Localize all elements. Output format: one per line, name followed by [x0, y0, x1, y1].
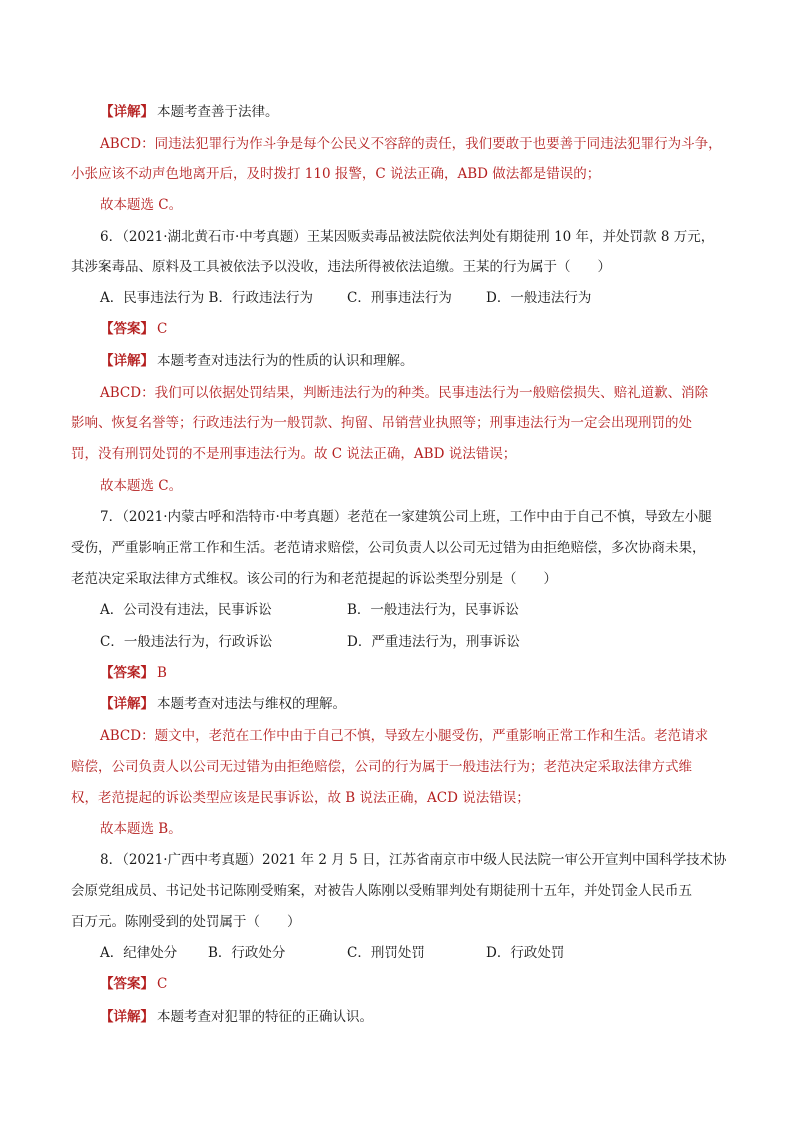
option-ab: A．民事违法行为 B．行政违法行为: [100, 290, 313, 306]
option-b: B．一般违法行为，民事诉讼: [347, 602, 519, 618]
answer-line: [0, 662, 794, 684]
option-d: D．严重违法行为，刑事诉讼: [347, 634, 520, 650]
analysis-text: 罚，没有刑罚处罚的不是刑事违法行为。故 C 说法正确，ABD 说法错误；: [71, 446, 517, 462]
detail-text: 本题考查善于法律。: [157, 104, 279, 120]
conclusion-line: [0, 194, 794, 216]
question-text: 7．（2021·内蒙古呼和浩特市·中考真题）老范在一家建筑公司上班，工作中由于自己不慎，导致左小腿: [100, 509, 712, 525]
answer-tag: 【答案】: [100, 976, 154, 992]
analysis-line: [0, 412, 794, 434]
analysis-line: [0, 756, 794, 778]
analysis-line: [0, 725, 794, 747]
detail-line: [0, 350, 794, 372]
analysis-line: [0, 787, 794, 809]
analysis-text: ABCD：我们可以依据处罚结果，判断违法行为的种类。民事违法行为一般赔偿损失、赔礼道歉、消除: [100, 385, 709, 401]
question-7-stem-cont: [0, 537, 794, 559]
question-8-options: [0, 942, 794, 964]
conclusion-text: 故本题选 B。: [100, 821, 182, 837]
answer-value: B: [157, 665, 167, 681]
answer-value: C: [157, 321, 168, 337]
analysis-text: 影响、恢复名誉等；行政违法行为一般罚款、拘留、吊销营业执照等；刑事违法行为一定会出现刑罚的处: [71, 415, 692, 431]
detail-line: [0, 693, 794, 715]
detail-tag: 【详解】: [100, 104, 154, 120]
analysis-line: [0, 382, 794, 404]
option-d: D．行政处罚: [486, 945, 565, 961]
analysis-line: [0, 163, 794, 185]
question-7-stem: [0, 506, 794, 528]
answer-line: [0, 973, 794, 995]
question-text: 百万元。陈刚受到的处罚属于（ ）: [71, 914, 301, 930]
question-6-options: [0, 287, 794, 309]
analysis-text: 赔偿，公司负责人以公司无过错为由拒绝赔偿，公司的行为属于一般违法行为；老范决定采取法律方式维: [71, 759, 692, 775]
detail-text: 本题考查对违法行为的性质的认识和理解。: [157, 353, 414, 369]
option-a: A．纪律处分: [100, 945, 178, 961]
question-6-stem-cont: [0, 256, 794, 278]
question-6-stem: [0, 226, 794, 248]
option-b: B．行政处分: [208, 945, 286, 961]
question-text: 8．（2021·广西中考真题）2021 年 2 月 5 日，江苏省南京市中级人民法院一审公开宣判中国科学技术协: [100, 852, 727, 868]
detail-text: 本题考查对违法与维权的理解。: [157, 696, 346, 712]
conclusion-line: [0, 475, 794, 497]
option-a: A．公司没有违法，民事诉讼: [100, 602, 272, 618]
question-8-stem-cont: [0, 911, 794, 933]
conclusion-text: 故本题选 C。: [100, 197, 183, 213]
answer-tag: 【答案】: [100, 321, 154, 337]
question-text: 受伤，严重影响正常工作和生活。老范请求赔偿，公司负责人以公司无过错为由拒绝赔偿，多次协商未果，: [71, 540, 706, 556]
analysis-text: 小张应该不动声色地离开后，及时拨打 110 报警，C 说法正确，ABD 做法都是错误的；: [71, 166, 601, 182]
analysis-line: [0, 443, 794, 465]
detail-tag: 【详解】: [100, 353, 154, 369]
option-c: C．一般违法行为，行政诉讼: [100, 634, 273, 650]
answer-value: C: [157, 976, 168, 992]
question-text: 6．（2021·湖北黄石市·中考真题）王某因贩卖毒品被法院依法判处有期徒刑 10 年，并处罚款 8 万元，: [100, 229, 715, 245]
detail-tag: 【详解】: [100, 1009, 154, 1025]
option-d: D．一般违法行为: [486, 290, 592, 306]
analysis-text: ABCD：同违法犯罪行为作斗争是每个公民义不容辞的责任，我们要敢于也要善于同违法犯罪行为斗争，: [100, 136, 722, 152]
option-c: C．刑罚处罚: [347, 945, 425, 961]
detail-tag: 【详解】: [100, 696, 154, 712]
conclusion-text: 故本题选 C。: [100, 478, 183, 494]
question-7-options-row1: [0, 599, 794, 621]
question-text: 其涉案毒品、原料及工具被依法予以没收，违法所得被依法追缴。王某的行为属于（ ）: [71, 259, 611, 275]
detail-text: 本题考查对犯罪的特征的正确认识。: [157, 1009, 373, 1025]
analysis-text: ABCD：题文中，老范在工作中由于自己不慎，导致左小腿受伤，严重影响正常工作和生活。老范请求: [100, 728, 709, 744]
question-text: 会原党组成员、书记处书记陈刚受贿案，对被告人陈刚以受贿罪判处有期徒刑十五年，并处罚金人民币五: [71, 883, 692, 899]
question-text: 老范决定采取法律方式维权。该公司的行为和老范提起的诉讼类型分别是（ ）: [71, 571, 557, 587]
question-7-stem-cont: [0, 568, 794, 590]
analysis-line: [0, 133, 794, 155]
question-8-stem-cont: [0, 880, 794, 902]
conclusion-line: [0, 818, 794, 840]
analysis-text: 权，老范提起的诉讼类型应该是民事诉讼，故 B 说法正确，ACD 说法错误；: [71, 790, 530, 806]
question-7-options-row2: [0, 631, 794, 653]
answer-tag: 【答案】: [100, 665, 154, 681]
option-c: C．刑事违法行为: [347, 290, 452, 306]
detail-line: [0, 101, 794, 123]
detail-line: [0, 1006, 794, 1028]
answer-line: [0, 318, 794, 340]
question-8-stem: [0, 849, 794, 871]
